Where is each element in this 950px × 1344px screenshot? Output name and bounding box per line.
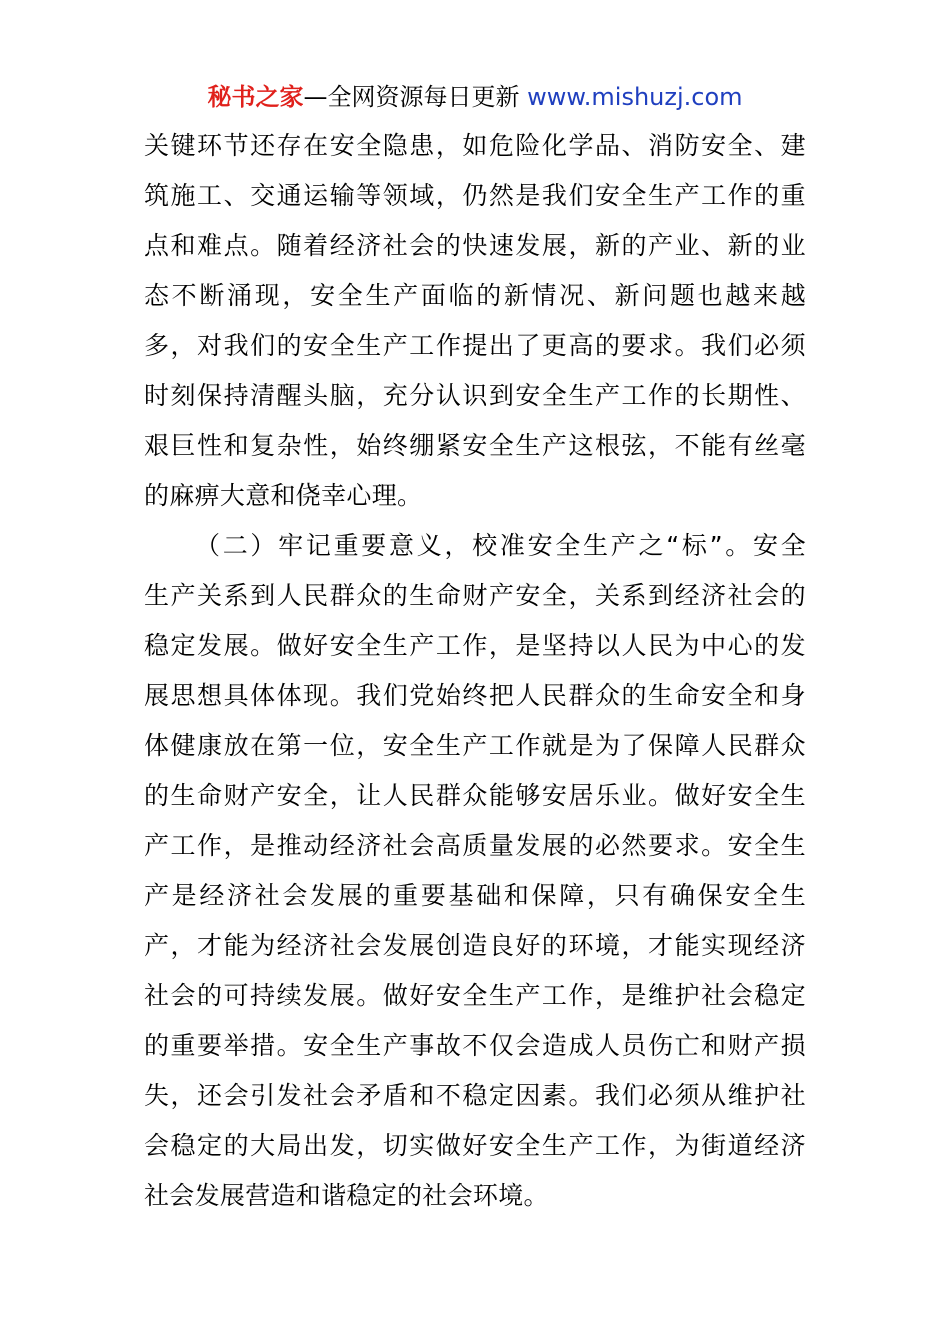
text-line: 的生命财产安全，让人民群众能够安居乐业。做好安全生 (144, 781, 806, 810)
text-line: 失，还会引发社会矛盾和不稳定因素。我们必须从维护社 (144, 1081, 806, 1110)
text-line: 稳定发展。做好安全生产工作，是坚持以人民为中心的发 (144, 631, 806, 660)
text-line: 产是经济社会发展的重要基础和保障，只有确保安全生 (144, 881, 806, 910)
text-line: 会稳定的大局出发，切实做好安全生产工作，为街道经济 (144, 1131, 806, 1160)
text-line: 关键环节还存在安全隐患，如危险化学品、消防安全、建 (144, 131, 806, 160)
text-line: 的麻痹大意和侥幸心理。 (144, 481, 423, 510)
text-line: 展思想具体体现。我们党始终把人民群众的生命安全和身 (144, 681, 806, 710)
page-header (0, 80, 950, 114)
text-line: 的重要举措。安全生产事故不仅会造成人员伤亡和财产损 (144, 1031, 806, 1060)
text-line: 艰巨性和复杂性，始终绷紧安全生产这根弦，不能有丝毫 (144, 431, 806, 460)
text-line: 产，才能为经济社会发展创造良好的环境，才能实现经济 (144, 931, 806, 960)
header-tagline: —全网资源每日更新 (303, 83, 520, 111)
document-body (144, 121, 806, 1221)
site-url-link[interactable]: www.mishuzj.com (527, 83, 743, 111)
text-line: 筑施工、交通运输等领域，仍然是我们安全生产工作的重 (144, 181, 806, 210)
paragraph-1 (144, 121, 806, 521)
paragraph-2 (144, 521, 806, 1221)
text-line: 体健康放在第一位，安全生产工作就是为了保障人民群众 (144, 731, 806, 760)
text-line: 多，对我们的安全生产工作提出了更高的要求。我们必须 (144, 331, 806, 360)
text-line: 态不断涌现，安全生产面临的新情况、新问题也越来越 (144, 281, 806, 310)
brand-name: 秘书之家 (207, 83, 304, 111)
section-heading-line: （二）牢记重要意义，校准安全生产之“标”。安全 (195, 531, 806, 560)
text-line: 社会发展营造和谐稳定的社会环境。 (144, 1181, 549, 1210)
text-line: 产工作，是推动经济社会高质量发展的必然要求。安全生 (144, 831, 806, 860)
text-line: 社会的可持续发展。做好安全生产工作，是维护社会稳定 (144, 981, 806, 1010)
text-line: 时刻保持清醒头脑，充分认识到安全生产工作的长期性、 (144, 381, 806, 410)
text-line: 生产关系到人民群众的生命财产安全，关系到经济社会的 (144, 581, 806, 610)
text-line: 点和难点。随着经济社会的快速发展，新的产业、新的业 (144, 231, 806, 260)
